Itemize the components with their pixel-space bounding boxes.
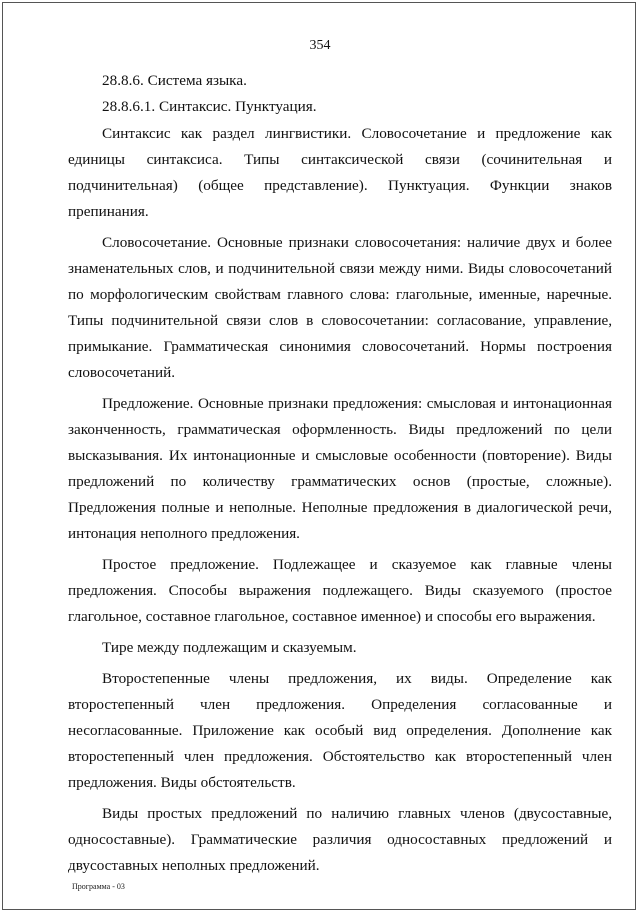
document-body [68, 68, 612, 884]
paragraph-sentence: Предложение. Основные признаки предложения: смысловая и интонационная законченность, грамматическая оформленность. Виды предложений по цели высказывания. Их интонационные и смысловые особенности (повторение). Виды предложений по количеству грамматических основ (простые, сложные). Предложения полные и неполные. Неполные предложения в диалогической речи, интонация неполного предложения. [68, 395, 612, 542]
paragraph-word-combination: Словосочетание. Основные признаки словосочетания: наличие двух и более знаменательных слов, и подчинительной связи между ними. Виды словосочетаний по морфологическим свойствам главного слова: глагольные, именные, наречные. Типы подчинительной связи слов в словосочетании: согласование, управление, примыкание. Грамматическая синонимия словосочетаний. Нормы построения словосочетаний. [68, 234, 612, 381]
page-number: 354 [309, 38, 331, 53]
footer-label: Программа - 03 [72, 882, 125, 891]
subsection-heading: 28.8.6.1. Синтаксис. Пунктуация. [102, 98, 317, 115]
paragraph-secondary-members: Второстепенные члены предложения, их виды. Определение как второстепенный член предложения. Определения согласованные и несогласованные. Приложение как особый вид определения. Дополнение как второстепенный член предложения. Обстоятельство как второстепенный член предложения. Виды обстоятельств. [68, 670, 612, 791]
paragraph-simple-sentence-types: Виды простых предложений по наличию главных членов (двусоставные, односоставные). Грамматические различия односоставных предложений и двусоставных неполных предложений. [68, 805, 612, 874]
paragraph-syntax: Синтаксис как раздел лингвистики. Словосочетание и предложение как единицы синтаксиса. Типы синтаксической связи (сочинительная и подчинительная) (общее представление). Пунктуация. Функции знаков препинания. [68, 125, 612, 220]
paragraph-simple-sentence: Простое предложение. Подлежащее и сказуемое как главные члены предложения. Способы выражения подлежащего. Виды сказуемого (простое глагольное, составное глагольное, составное именное) и способы его выражения. [68, 556, 612, 625]
section-heading: 28.8.6. Система языка. [102, 72, 247, 89]
paragraph-dash: Тире между подлежащим и сказуемым. [102, 639, 357, 656]
